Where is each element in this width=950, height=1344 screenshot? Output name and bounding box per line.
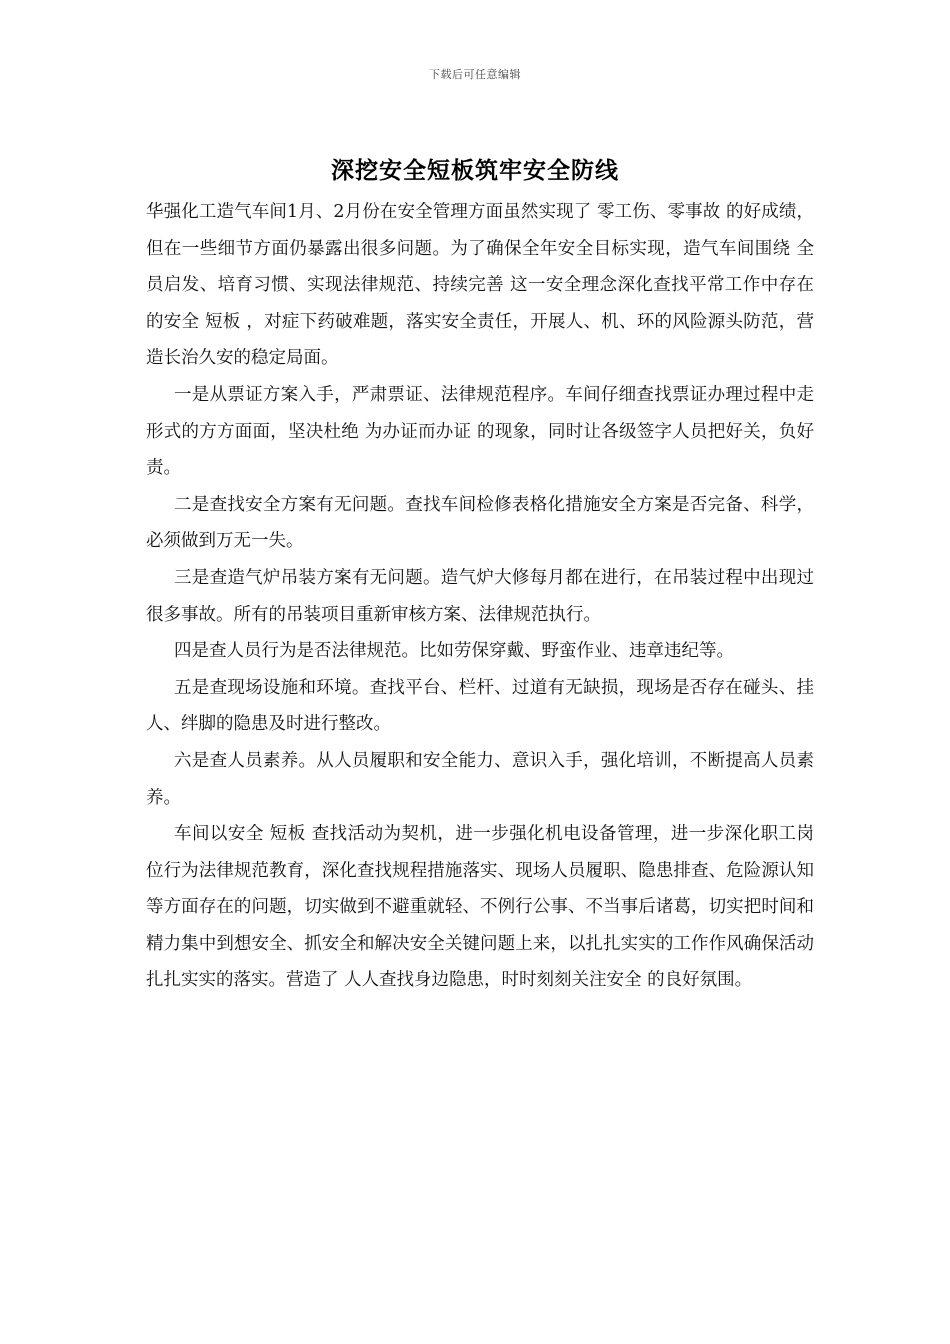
paragraph-conclusion: 车间以安全 短板 查找活动为契机，进一步强化机电设备管理，进一步深化职工岗位行为法律规范教育，深化查找规程措施落实、现场人员履职、隐患排查、危险源认知等方面存在的问题，切实做到不避重就轻、不例行公事、不当事后诸葛，切实把时间和精力集中到想安全、抓安全和解决安全关键问题上来，以扎扎实实的工作作风确保活动扎扎实实的落实。营造了 人人查找身边隐患，时时刻刻关注安全 的良好氛围。 — [146, 824, 814, 991]
paragraph-5: 五是查现场设施和环境。查找平台、栏杆、过道有无缺损，现场是否存在碰头、挂人、绊脚的隐患及时进行整改。 — [146, 677, 814, 735]
document-body — [146, 194, 814, 999]
paragraph-intro: 华强化工造气车间1月、2月份在安全管理方面虽然实现了 零工伤、零事故 的好成绩，但在一些细节方面仍暴露出很多问题。为了确保全年安全目标实现，造气车间围绕 全员启发、培育习惯、实现法律规范、持续完善 这一安全理念深化查找平常工作中存在的安全 短板 ，对症下药破难题，落实安全责任，开展人、机、环的风险源头防范，营造长治久安的稳定局面。 — [146, 202, 814, 369]
paragraph-6: 六是查人员素养。从人员履职和安全能力、意识入手，强化培训，不断提高人员素养。 — [146, 750, 814, 808]
document-title: 深挖安全短板筑牢安全防线 — [331, 157, 619, 184]
paragraph-3: 三是查造气炉吊装方案有无问题。造气炉大修每月都在进行，在吊装过程中出现过很多事故。所有的吊装项目重新审核方案、法律规范执行。 — [146, 567, 814, 625]
paragraph-4: 四是查人员行为是否法律规范。比如劳保穿戴、野蛮作业、违章违纪等。 — [174, 641, 734, 662]
paragraph-1: 一是从票证方案入手，严肃票证、法律规范程序。车间仔细查找票证办理过程中走形式的方方面面，坚决杜绝 为办证而办证 的现象，同时让各级签字人员把好关，负好责。 — [146, 384, 814, 479]
paragraph-2: 二是查找安全方案有无问题。查找车间检修表格化措施安全方案是否完备、科学，必须做到万无一失。 — [146, 494, 814, 552]
header-note: 下载后可任意编辑 — [429, 68, 521, 81]
